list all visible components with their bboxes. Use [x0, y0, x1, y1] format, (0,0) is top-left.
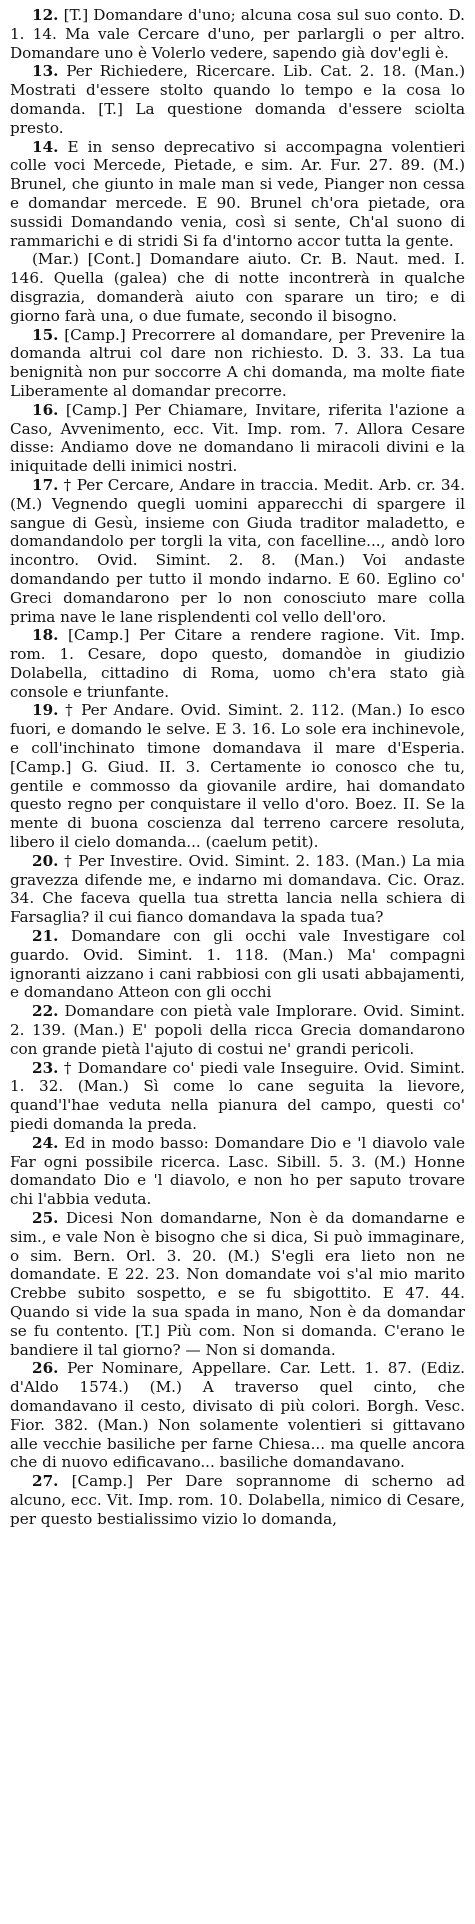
entry-text: E in senso deprecativo si accompagna volentieri colle voci Mercede, Pietade, e sim. Ar. Fur. 27. 89. (M.) Brunel, che giunto in male man si vede, Pianger non cessa e domandar mercede. E 90. Brunel ch'ora pietade, ora sussidi Domandando venia, così si sente, Ch'al suono di rammarichi e di stridi Si fa d'intorno accor tutta la gente.: [10, 137, 465, 250]
entry-text: † Domandare co' piedi vale Inseguire. Ovid. Simint. 1. 32. (Man.) Sì come lo cane seguita la lievore, quand'l'hae veduta nella pianura del campo, questi co' piedi domanda la preda.: [10, 1058, 466, 1134]
entry-text: Per Richiedere, Ricercare. Lib. Cat. 2. 18. (Man.) Mostrati d'essere stolto quando lo tempo e la cosa lo domanda. [T.] La questione domanda d'essere sciolta presto.: [10, 62, 466, 137]
dictionary-entry: [10, 701, 465, 851]
entry-text: † Per Cercare, Andare in traccia. Medit. Arb. cr. 34. (M.) Vegnendo quegli uomini apparecchi di spargere il sangue di Gesù, insieme con Giuda traditor maladetto, e domandandolo per torgli la vita, con facelline..., andò loro incontro. Ovid. Simint. 2. 8. (Man.) Voi andaste domandando per tutto il mondo indarno. E 60. Eglino co' Greci domandarono per lo non conosciuto mare colla prima nave le lane risplendenti col vello dell'oro.: [10, 475, 465, 626]
dictionary-entry: [10, 1059, 465, 1134]
dictionary-entry: [10, 927, 465, 1002]
dictionary-entry: [10, 401, 465, 476]
dictionary-entry: [10, 1209, 465, 1359]
entry-text: Domandare con gli occhi vale Investigare col guardo. Ovid. Simint. 1. 118. (Man.) Ma' compagni ignoranti aizzano i cani rabbiosi con gli usati abbajamenti, e domandano Atteon con gli occhi: [10, 927, 466, 1002]
entry-text: Per Nominare, Appellare. Car. Lett. 1. 87. (Ediz. d'Aldo 1574.) (M.) A traverso quel cinto, che domandavano il cesto, divisato di più colori. Borgh. Vesc. Fior. 382. (Man.) Non solamente volentieri si gittavano alle vecchie basiliche per farne Chiesa... ma quelle ancora che di nuovo edificavano... basiliche domandavano.: [10, 1359, 465, 1472]
dictionary-entry: [10, 1134, 465, 1209]
dictionary-entry: [10, 852, 465, 927]
entry-number: 27.: [32, 1472, 59, 1491]
entry-number: 17.: [32, 475, 59, 494]
dictionary-entry: [10, 62, 465, 137]
entry-text: † Per Investire. Ovid. Simint. 2. 183. (Man.) La mia gravezza difende me, e indarno mi domandava. Cic. Oraz. 34. Che faceva quella tua stretta lancia nella schiera di Farsaglia? il cui fianco domandava la spada tua?: [10, 851, 465, 927]
dictionary-entry: [10, 1002, 465, 1058]
dictionary-entry: [10, 138, 465, 251]
entry-number: 13.: [32, 62, 59, 81]
entry-number: 26.: [32, 1359, 59, 1378]
entry-text: Dicesi Non domandarne, Non è da domandarne e sim., e vale Non è bisogno che si dica, Si può immaginare, o sim. Bern. Orl. 3. 20. (M.) S'egli era lieto non ne domandate. E 22. 23. Non domandate voi s'al mio marito Crebbe subito sospetto, e se fu sbigottito. E 47. 44. Quando si vide la sua spada in mano, Non è da domandar se fu contento. [T.] Più com. Non si domanda. C'erano le bandiere il tal giorno? — Non si domanda.: [10, 1209, 465, 1359]
dictionary-entry: [10, 326, 465, 401]
entry-number: 19.: [32, 701, 59, 720]
dictionary-entry: [10, 250, 465, 325]
entry-number: 14.: [32, 137, 59, 156]
entry-number: 21.: [32, 927, 59, 946]
entry-number: 22.: [32, 1002, 59, 1021]
entry-text: [Camp.] Per Dare soprannome di scherno ad alcuno, ecc. Vit. Imp. rom. 10. Dolabella, nimico di Cesare, per questo bestialissimo vizio lo domanda,: [10, 1472, 466, 1528]
entry-text: [Camp.] Per Chiamare, Invitare, riferita l'azione a Caso, Avvenimento, ecc. Vit. Imp. rom. 7. Allora Cesare disse: Andiamo dove ne domandano li miracoli divini e la iniquitade delli inimici nostri.: [10, 400, 465, 476]
entry-text: Ed in modo basso: Domandare Dio e 'l diavolo vale Far ogni possibile ricerca. Lasc. Sibill. 5. 3. (M.) Honne domandato Dio e 'l diavolo, e non ho per saputo trovare chi l'abbia veduta.: [10, 1133, 465, 1209]
entry-text: Domandare con pietà vale Implorare. Ovid. Simint. 2. 139. (Man.) E' popoli della ricca Grecia domandarono con grande pietà l'ajuto di costui ne' grandi pericoli.: [10, 1002, 466, 1058]
dictionary-entry: [10, 626, 465, 701]
entry-number: 12.: [32, 6, 59, 24]
entry-number: 18.: [32, 626, 59, 645]
entry-number: 16.: [32, 400, 59, 419]
entry-number: 20.: [32, 851, 59, 870]
entry-number: 23.: [32, 1058, 59, 1077]
entry-number: 24.: [32, 1133, 59, 1152]
entry-text: [T.] Domandare d'uno; alcuna cosa sul suo conto. D. 1. 14. Ma vale Cercare d'uno, per parlargli o per altro. Domandare uno è Volerlo vedere, sapendo già dov'egli è.: [10, 6, 466, 62]
dictionary-entry: [10, 6, 465, 62]
entry-text: [Camp.] Precorrere al domandare, per Prevenire la domanda altrui col dare non richiesto. D. 3. 33. La tua benignità non pur soccorre A chi domanda, ma molte fiate Liberamente al domandar precorre.: [10, 325, 465, 400]
dictionary-entry: [10, 1359, 465, 1472]
dictionary-entry: [10, 1472, 465, 1528]
entry-number: 25.: [32, 1209, 59, 1227]
entry-text: † Per Andare. Ovid. Simint. 2. 112. (Man.) Io esco fuori, e domando le selve. E 3. 16. Lo sole era inchinevole, e coll'inchinato timone domandava il mare d'Esperia. [Camp.] G. Giud. II. 3. Certamente io conosco che tu, gentile e commosso da giovanile ardire, hai domandato questo regno per conquistare il vello d'oro. Boez. II. Se la mente di buona coscienza dal terreno carcere resoluta, libero il cielo domanda... (caelum petit).: [10, 701, 466, 852]
entry-number: 15.: [32, 325, 59, 344]
dictionary-entry: [10, 476, 465, 626]
entry-text: [Camp.] Per Citare a rendere ragione. Vit. Imp. rom. 1. Cesare, dopo questo, domandòe in giudizio Dolabella, cittadino di Roma, uomo ch'era stato già console e triunfante.: [10, 626, 466, 701]
entry-text: (Mar.) [Cont.] Domandare aiuto. Cr. B. Naut. med. I. 146. Quella (galea) che di notte incontrerà in qualche disgrazia, domanderà aiuto con sparare un tiro; e di giorno farà una, o due fumate, secondo il bisogno.: [10, 250, 465, 325]
entry-list: [10, 6, 465, 1529]
